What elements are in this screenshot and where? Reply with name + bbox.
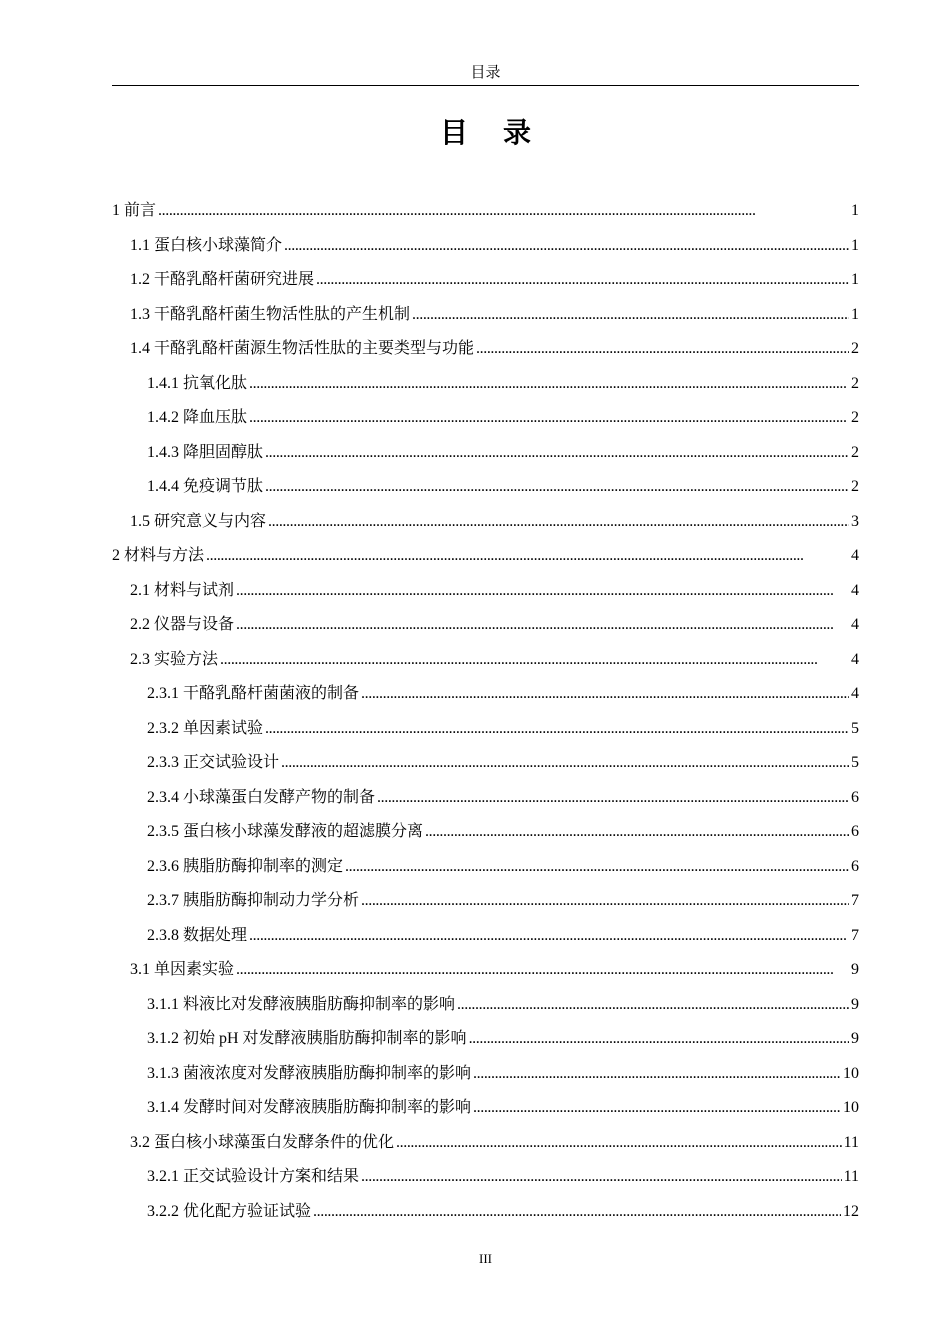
toc-entry-label: 2.3.7 胰脂肪酶抑制动力学分析	[147, 892, 360, 909]
toc-entry-page: 2	[851, 374, 859, 392]
toc-entry[interactable]	[112, 1022, 859, 1057]
toc-entry[interactable]	[112, 574, 859, 609]
toc-entry[interactable]	[112, 229, 859, 264]
toc-entry[interactable]	[112, 1195, 859, 1230]
toc-entry[interactable]	[112, 436, 859, 471]
toc-entry-label: 1.4.2 降血压肽	[147, 409, 248, 426]
dot-leader	[473, 1091, 841, 1126]
toc-entry-label: 1.4.1 抗氧化肽	[147, 374, 248, 392]
dot-leader	[249, 367, 849, 402]
dot-leader	[281, 746, 849, 781]
toc-entry-label: 2.3.3 正交试验设计	[147, 754, 280, 771]
toc-entry-label: 2.3.1 干酪乳酪杆菌菌液的制备	[147, 685, 360, 702]
toc-entry[interactable]	[112, 298, 859, 333]
toc-entry-label: 1.2 干酪乳酪杆菌研究进展	[130, 271, 315, 288]
toc-entry-label: 1 前言	[112, 202, 157, 219]
toc-entry-label: 3.1.1 料液比对发酵液胰脂肪酶抑制率的影响	[147, 995, 456, 1013]
toc-entry-page: 3	[851, 512, 859, 530]
dot-leader	[377, 781, 849, 816]
toc-entry-page: 2	[851, 478, 859, 495]
dot-leader	[457, 988, 849, 1023]
toc-entry[interactable]	[112, 505, 859, 540]
dot-leader	[345, 850, 849, 885]
toc-entry-label: 3.1 单因素实验	[130, 961, 235, 978]
toc-entry-page: 11	[843, 1168, 859, 1185]
toc-entry-page: 1	[851, 305, 859, 323]
toc-entry[interactable]	[112, 608, 859, 643]
toc-entry-page: 9	[851, 1030, 859, 1047]
toc-entry-label: 1.4.3 降胆固醇肽	[147, 443, 264, 461]
toc-entry-label: 1.1 蛋白核小球藻简介	[130, 236, 283, 254]
toc-entry-page: 4	[851, 650, 859, 668]
toc-entry-page: 4	[851, 685, 859, 702]
toc-entry-label: 2.3.8 数据处理	[147, 926, 248, 944]
toc-entry[interactable]	[112, 194, 859, 229]
toc-entry[interactable]	[112, 1057, 859, 1092]
dot-leader	[236, 953, 849, 988]
toc-entry[interactable]	[112, 263, 859, 298]
running-header: 目录	[470, 65, 501, 81]
toc-entry-label: 1.4 干酪乳酪杆菌源生物活性肽的主要类型与功能	[130, 340, 475, 357]
toc-entry[interactable]	[112, 367, 859, 402]
dot-leader	[265, 712, 849, 747]
dot-leader	[249, 919, 849, 954]
toc-entry-label: 3.1.4 发酵时间对发酵液胰脂肪酶抑制率的影响	[147, 1099, 472, 1116]
dot-leader	[476, 332, 849, 367]
toc-entry-label: 2.3.5 蛋白核小球藻发酵液的超滤膜分离	[147, 823, 424, 840]
toc-entry-page: 5	[851, 754, 859, 771]
toc-entry-label: 1.4.4 免疫调节肽	[147, 478, 264, 495]
toc-entry-label: 3.2.2 优化配方验证试验	[147, 1202, 312, 1220]
toc-entry-page: 6	[851, 823, 859, 840]
toc-entry-label: 1.3 干酪乳酪杆菌生物活性肽的产生机制	[130, 305, 411, 323]
toc-entry-page: 4	[851, 616, 859, 633]
toc-entry-label: 1.5 研究意义与内容	[130, 512, 267, 530]
toc-entry[interactable]	[112, 1091, 859, 1126]
toc-entry-page: 7	[851, 892, 859, 909]
toc-entry-label: 2 材料与方法	[112, 547, 205, 564]
toc-entry-page: 2	[851, 340, 859, 357]
toc-entry-page: 10	[843, 1064, 859, 1082]
dot-leader	[361, 677, 849, 712]
toc-title: 目 录	[439, 118, 545, 149]
toc-entry[interactable]	[112, 643, 859, 678]
toc-list	[112, 194, 859, 1229]
dot-leader	[284, 229, 849, 264]
toc-entry[interactable]	[112, 470, 859, 505]
toc-entry[interactable]	[112, 1160, 859, 1195]
dot-leader	[361, 1160, 842, 1195]
toc-entry-label: 2.1 材料与试剂	[130, 581, 235, 599]
toc-entry[interactable]	[112, 884, 859, 919]
toc-entry-page: 9	[851, 961, 859, 978]
toc-entry[interactable]	[112, 953, 859, 988]
toc-entry-label: 3.2.1 正交试验设计方案和结果	[147, 1168, 360, 1185]
toc-entry-page: 7	[851, 926, 859, 944]
toc-entry-page: 10	[843, 1099, 859, 1116]
dot-leader	[396, 1126, 842, 1161]
dot-leader	[265, 470, 849, 505]
toc-entry[interactable]	[112, 746, 859, 781]
toc-entry-page: 4	[851, 581, 859, 599]
dot-leader	[412, 298, 849, 333]
toc-entry-label: 2.2 仪器与设备	[130, 616, 235, 633]
dot-leader	[236, 608, 849, 643]
toc-entry-page: 1	[851, 271, 859, 288]
toc-entry-page: 12	[843, 1202, 859, 1220]
toc-entry-page: 2	[851, 409, 859, 426]
toc-entry-page: 5	[851, 719, 859, 737]
toc-entry-page: 6	[851, 857, 859, 875]
toc-entry-label: 3.1.3 菌液浓度对发酵液胰脂肪酶抑制率的影响	[147, 1064, 472, 1082]
dot-leader	[473, 1057, 841, 1092]
toc-entry-page: 6	[851, 788, 859, 806]
toc-entry-page: 1	[851, 236, 859, 254]
toc-entry-page: 2	[851, 443, 859, 461]
dot-leader	[268, 505, 849, 540]
toc-entry[interactable]	[112, 332, 859, 367]
toc-entry[interactable]	[112, 919, 859, 954]
toc-entry[interactable]	[112, 815, 859, 850]
header-rule	[112, 85, 859, 86]
dot-leader	[361, 884, 849, 919]
toc-entry[interactable]	[112, 850, 859, 885]
toc-entry[interactable]	[112, 988, 859, 1023]
toc-entry[interactable]	[112, 712, 859, 747]
toc-entry[interactable]	[112, 1126, 859, 1161]
toc-entry-label: 2.3 实验方法	[130, 650, 219, 668]
dot-leader	[316, 263, 849, 298]
toc-entry-page: 9	[851, 995, 859, 1013]
dot-leader	[425, 815, 849, 850]
dot-leader	[220, 643, 849, 678]
toc-entry-page: 1	[851, 202, 859, 219]
toc-entry-label: 3.1.2 初始 pH 对发酵液胰脂肪酶抑制率的影响	[147, 1030, 467, 1047]
dot-leader	[158, 194, 849, 229]
dot-leader	[265, 436, 849, 471]
toc-entry[interactable]	[112, 401, 859, 436]
toc-entry-page: 4	[851, 547, 859, 564]
toc-entry-label: 2.3.4 小球藻蛋白发酵产物的制备	[147, 788, 376, 806]
dot-leader	[236, 574, 849, 609]
dot-leader	[469, 1022, 849, 1057]
dot-leader	[206, 539, 849, 574]
toc-entry-label: 2.3.2 单因素试验	[147, 719, 264, 737]
dot-leader	[249, 401, 849, 436]
dot-leader	[313, 1195, 841, 1230]
toc-entry-label: 2.3.6 胰脂肪酶抑制率的测定	[147, 857, 344, 875]
toc-entry[interactable]	[112, 539, 859, 574]
toc-entry[interactable]	[112, 781, 859, 816]
toc-entry-label: 3.2 蛋白核小球藻蛋白发酵条件的优化	[130, 1133, 395, 1151]
toc-entry-page: 11	[843, 1133, 859, 1151]
toc-entry[interactable]	[112, 677, 859, 712]
page-number: III	[479, 1251, 492, 1266]
